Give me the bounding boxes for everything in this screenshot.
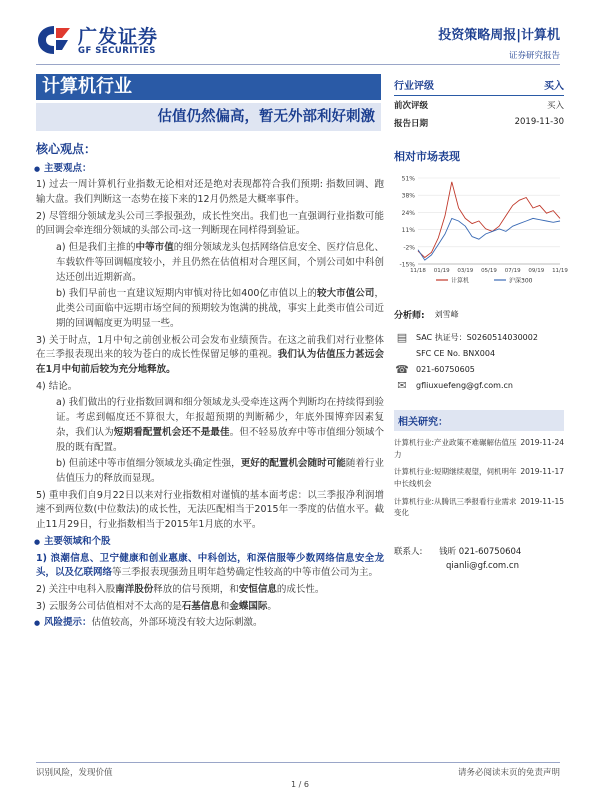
focus-label: ● 主要领域和个股 <box>36 535 384 550</box>
brand-logo <box>36 22 196 60</box>
focus-3-post: 。 <box>267 600 277 612</box>
mail-icon: ✉ <box>397 378 407 392</box>
date-row <box>394 114 564 132</box>
para-2a <box>36 241 384 285</box>
core-heading: 核心观点： <box>36 142 97 156</box>
related-item-title: 计算机行业:产业政策不难碾解估值压力 <box>394 438 517 459</box>
para-4b-pre: b) 但前述中等市值细分领域龙头确定性强， <box>56 458 241 470</box>
rating-value: 买入 <box>544 81 564 92</box>
focus-3-bold-1: 石基信息 <box>181 600 220 612</box>
focus-1-post: 等三季报表现强劲且明年趋势确定性较高的中等市值公司为主。 <box>112 567 379 579</box>
chart-ytick-label: 11% <box>401 227 415 235</box>
focus-3-mid: 和 <box>219 600 230 612</box>
chart-xtick-label: 05/19 <box>481 268 497 274</box>
focus-1 <box>36 552 384 581</box>
chart-ytick-label: 51% <box>401 175 415 183</box>
sfc-line <box>394 345 564 361</box>
chart-svg <box>394 172 568 287</box>
para-5: 5) 重申我们自9月22日以来对行业指数相对谨慎的基本面考虑：以三季报净利润增速不到两位数(中位数法)的成长性，无法匹配相当于2015年一季度的估值水平。截止11月29日，行业指数相当于2015年1月底的水平。 <box>36 489 384 531</box>
para-3-pre: 3) 关于时点，1月中旬之前创业板公司会发布业绩预告。在这之前我们对行业整体在三季报表现出来的较为苍白的成长性保留足够的重视。 <box>36 334 384 361</box>
focus-3-pre: 3) 云服务公司估值相对不太高的是 <box>36 600 182 612</box>
date-label: 报告日期 <box>394 119 429 129</box>
analyst-label: 分析师: <box>394 311 425 321</box>
para-4b-post: 随着行业估值压力的释放而显现。 <box>56 458 384 484</box>
focus-2-bold-2: 安恒信息 <box>238 584 277 595</box>
prev-rating-value: 买入 <box>546 101 564 111</box>
phone-line <box>394 361 564 377</box>
chart-title: 相对市场表现 <box>394 150 460 163</box>
para-2b-bold: 较大市值公司 <box>316 288 375 300</box>
chart-xtick-label: 11/18 <box>410 268 426 274</box>
chart-legend-label: 计算机 <box>451 277 470 285</box>
analyst-block <box>394 308 564 393</box>
contact-block <box>394 545 564 577</box>
para-2b <box>36 287 384 331</box>
analyst-name: 刘雪峰 <box>434 310 459 319</box>
analyst-name-row <box>394 308 564 321</box>
related-item-date: 2019-11-15 <box>520 496 564 506</box>
para-4: 4) 结论。 <box>36 380 78 392</box>
para-4b-bold: 更好的配置机会随时可能 <box>240 458 346 470</box>
related-title: 相关研究： <box>394 410 564 431</box>
rating-label: 行业评级 <box>394 81 434 92</box>
chart-xtick-label: 11/19 <box>552 268 568 274</box>
report-subtitle: 估值仍然偏高，暂无外部利好刺激 <box>36 103 381 131</box>
para-2a-pre: a) 但是我们主推的 <box>56 242 136 254</box>
para-2b-pre: b) 我们早前也一直建议短期内审慎对待比如400亿市值以上的 <box>56 288 317 300</box>
related-item-date: 2019-11-17 <box>520 467 564 477</box>
focus-3-bold-2: 金蝶国际 <box>229 600 268 612</box>
para-2a-post: 的细分领域龙头包括网络信息安全、医疗信息化、车载软件等回调幅度较小，并且仍然在估值相对合理区间，个别公司如中科创达还创出近期新高。 <box>56 242 384 283</box>
para-3 <box>36 334 384 378</box>
chart-ytick-label: -2% <box>403 244 415 252</box>
contact-name-phone: 钱昕 021-60750604 <box>439 547 522 557</box>
report-type: 投资策略周报|计算机 <box>438 28 560 43</box>
related-item-title: 计算机行业:从腾讯三季报看行业需求变化 <box>394 496 517 518</box>
phone-icon: ☎ <box>395 362 409 376</box>
related-item[interactable] <box>394 466 564 489</box>
para-4a-bold: 短期看配置机会还不是最佳 <box>113 426 230 438</box>
summary-label: ● 主要观点： <box>36 162 384 177</box>
para-4a-pre: a) 我们做出的行业指数回调和细分领域龙头受牵连这两个判断均在持续得到验证。考虑到幅度还不算很大，年报超预期的判断稀少，年底外围博弈因素复杂，我们认为 <box>56 397 384 438</box>
para-3-bold: 我们认为估值压力甚远会在1月中旬前后较为充分地释放。 <box>36 349 384 375</box>
email-line <box>394 377 564 393</box>
related-item[interactable] <box>394 496 564 519</box>
para-1: 1) 过去一周计算机行业指数无论相对还是绝对表现都符合我们预期: 指数回调、跑输大盘。我们判断这一态势在接下来的12月仍然是大概率事件。 <box>36 179 384 206</box>
relative-performance-chart <box>394 172 568 287</box>
chart-series-line <box>418 218 560 260</box>
rating-row <box>394 74 564 96</box>
header-divider <box>36 64 560 65</box>
focus-2-mid: 释放的信号预期，和 <box>153 584 239 595</box>
contact-line <box>394 545 564 561</box>
prev-rating-row <box>394 96 564 114</box>
para-2b-post: ，此类公司面临中远期市场空间的预期较为饱满的挑战，事实上此类市值公司近期的回调幅度更为明显一些。 <box>56 288 384 329</box>
para-2a-bold: 中等市值 <box>135 242 174 254</box>
sac-line <box>394 329 564 345</box>
footer-disclaimer: 请务必阅读末页的免责声明 <box>457 768 560 778</box>
para-4b <box>36 457 384 486</box>
focus-2-bold-1: 南洋股份 <box>115 584 154 595</box>
risk-text: 估值较高，外部环境没有较大边际刺激。 <box>91 617 263 629</box>
chart-ytick-label: 38% <box>401 192 415 200</box>
chart-ytick-label: -15% <box>399 261 415 269</box>
rating-box <box>394 74 564 132</box>
analyst-phone: 021-60750605 <box>416 364 475 374</box>
related-item[interactable] <box>394 437 564 460</box>
prev-rating-label: 前次评级 <box>394 101 429 111</box>
header-right <box>438 24 560 61</box>
chart-xtick-label: 03/19 <box>457 268 474 274</box>
para-4a <box>36 396 384 455</box>
focus-2-pre: 2) 关注中电科入股 <box>36 584 116 595</box>
sfc-number: SFC CE No. BNX004 <box>416 348 496 358</box>
para-2: 2) 尽管细分领域龙头公司三季报强劲，成长性突出。我们也一直强调行业指数可能的回调会牵连细分领域的头部公司-这一判断现在同样得到验证。 <box>36 210 384 237</box>
risk-line <box>36 616 384 631</box>
chart-ytick-label: 24% <box>401 209 415 217</box>
main-content <box>36 140 384 633</box>
contact-label: 联系人: <box>394 547 423 557</box>
risk-label: 风险提示： <box>44 617 92 629</box>
analyst-email[interactable]: gfliuxuefeng@gf.com.cn <box>416 380 513 390</box>
report-sub: 证券研究报告 <box>508 51 560 61</box>
chart-legend-label: 沪深300 <box>509 277 533 285</box>
footer-slogan: 识别风险，发现价值 <box>36 768 113 778</box>
focus-2 <box>36 583 384 598</box>
related-item-date: 2019-11-24 <box>520 438 564 447</box>
focus-3 <box>36 600 384 615</box>
related-research <box>394 410 564 525</box>
industry-title: 计算机行业 <box>36 74 381 100</box>
contact-email[interactable]: qianli@gf.com.cn <box>446 561 519 571</box>
sac-number: SAC 执证号：S0260514030002 <box>416 332 538 342</box>
para-4a-post: 。但不轻易放弃中等市值细分领域个股的既有配置。 <box>56 426 384 453</box>
footer-divider <box>36 762 560 763</box>
page-number: 1 / 6 <box>291 780 309 789</box>
brand-name-cn: 广发证券 <box>78 26 159 48</box>
chart-xtick-label: 09/19 <box>528 268 545 274</box>
focus-2-post: 的成长性。 <box>276 584 325 595</box>
id-card-icon: ▤ <box>396 330 408 344</box>
related-item-title: 计算机行业:短期继续观望，伺机明年中长线机会 <box>394 467 517 488</box>
focus-1-bold: 1) 浪潮信息、卫宁健康和创业惠康、中科创达，和深信服等少数网络信息安全龙头，以及亿联网络 <box>36 552 384 579</box>
chart-xtick-label: 07/19 <box>504 268 521 274</box>
gf-logo-icon <box>36 24 72 56</box>
date-value: 2019-11-30 <box>514 117 564 127</box>
brand-name-en: GF SECURITIES <box>78 46 156 56</box>
chart-xtick-label: 01/19 <box>433 268 450 274</box>
